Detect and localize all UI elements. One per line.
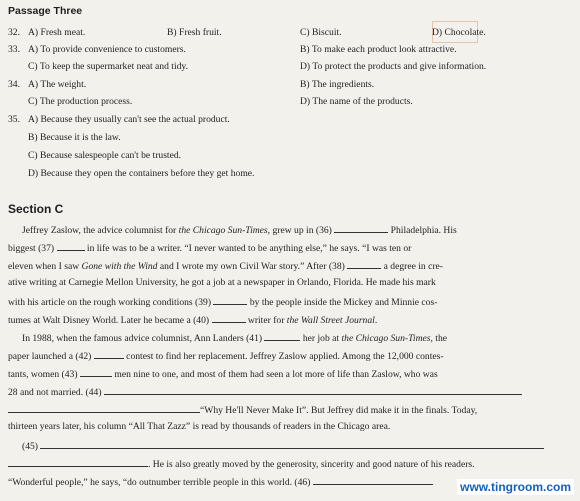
q33-option-d: D) To protect the products and give information. [300,61,487,72]
blank-36[interactable] [334,223,388,233]
passage-line: “Why He'll Never Make It”. But Jeffrey did make it in the finals. Today, [8,403,477,417]
q32-option-d: D) Chocolate. [432,27,486,38]
blank-37[interactable] [57,241,85,251]
blank-44-cont[interactable] [8,403,200,413]
passage-line: (45) [22,439,544,453]
passage-line: paper launched a (42) contest to find her replacement. Jeffrey Zaslow applied. Among the 12,000 contes- [8,351,444,362]
passage-line: “Wonderful people,” he says, “do outnumber terrible people in this world. (46) [8,475,433,489]
q34-option-b: B) The ingredients. [300,79,375,90]
q35-number: 35. [8,114,20,125]
website-watermark: www.tingroom.com [457,479,574,495]
q34-option-c: C) The production process. [28,96,133,107]
passage-line: In 1988, when the famous advice columnist, Ann Landers (41) her job at the Chicago Sun-Times, the [22,333,448,344]
passage-line: tumes at Walt Disney World. Later he became a (40) writer for the Wall Street Journal. [8,315,378,326]
passage-line: 28 and not married. (44) [8,385,522,399]
passage-line: tants, women (43) men nine to one, and most of them had seen a lot more of life than Zaslow, who was [8,369,438,380]
q35-option-b: B) Because it is the law. [28,132,121,143]
blank-45-cont[interactable] [8,457,148,467]
q35-option-c: C) Because salespeople can't be trusted. [28,150,182,161]
blank-45[interactable] [40,439,544,449]
blank-46[interactable] [313,475,433,485]
q32-option-c: C) Biscuit. [300,27,342,38]
blank-39[interactable] [213,295,247,305]
blank-40[interactable] [212,313,246,323]
passage-line: biggest (37) in life was to be a writer. “I never wanted to be anything else,” he says. “I was ten or [8,243,412,254]
q35-option-d: D) Because they open the containers before they get home. [28,168,255,179]
passage-line: thirteen years later, his column “All That Zazz” is read by thousands of readers in the Chicago area. [8,421,391,432]
passage-line: Jeffrey Zaslow, the advice columnist for the Chicago Sun-Times, grew up in (36) Philadelphia. His [22,225,457,236]
passage-line: with his article on the rough working conditions (39) by the people inside the Mickey and Minnie cos- [8,297,438,308]
blank-44[interactable] [104,385,522,395]
q34-number: 34. [8,79,20,90]
q33-number: 33. [8,44,20,55]
blank-38[interactable] [347,259,381,269]
q34-option-a: A) The weight. [28,79,87,90]
passage-three-title: Passage Three [8,5,83,17]
section-c-title: Section C [8,202,64,216]
blank-42[interactable] [94,349,124,359]
q33-option-c: C) To keep the supermarket neat and tidy. [28,61,188,72]
q32-option-b: B) Fresh fruit. [167,27,222,38]
passage-line: . He is also greatly moved by the generosity, sincerity and good nature of his readers. [8,457,475,471]
passage-line: ative writing at Carnegie Mellon University, he got a job at a newspaper in Orlando, Florida. He made his mark [8,277,436,288]
blank-41[interactable] [264,331,300,341]
blank-43[interactable] [80,367,112,377]
q34-option-d: D) The name of the products. [300,96,413,107]
q33-option-b: B) To make each product look attractive. [300,44,457,55]
passage-line: eleven when I saw Gone with the Wind and I wrote my own Civil War story.” After (38) a degree in cre- [8,261,444,272]
q32-number: 32. [8,27,20,38]
q33-option-a: A) To provide convenience to customers. [28,44,186,55]
q32-option-a: A) Fresh meat. [28,27,86,38]
q35-option-a: A) Because they usually can't see the actual product. [28,114,230,125]
